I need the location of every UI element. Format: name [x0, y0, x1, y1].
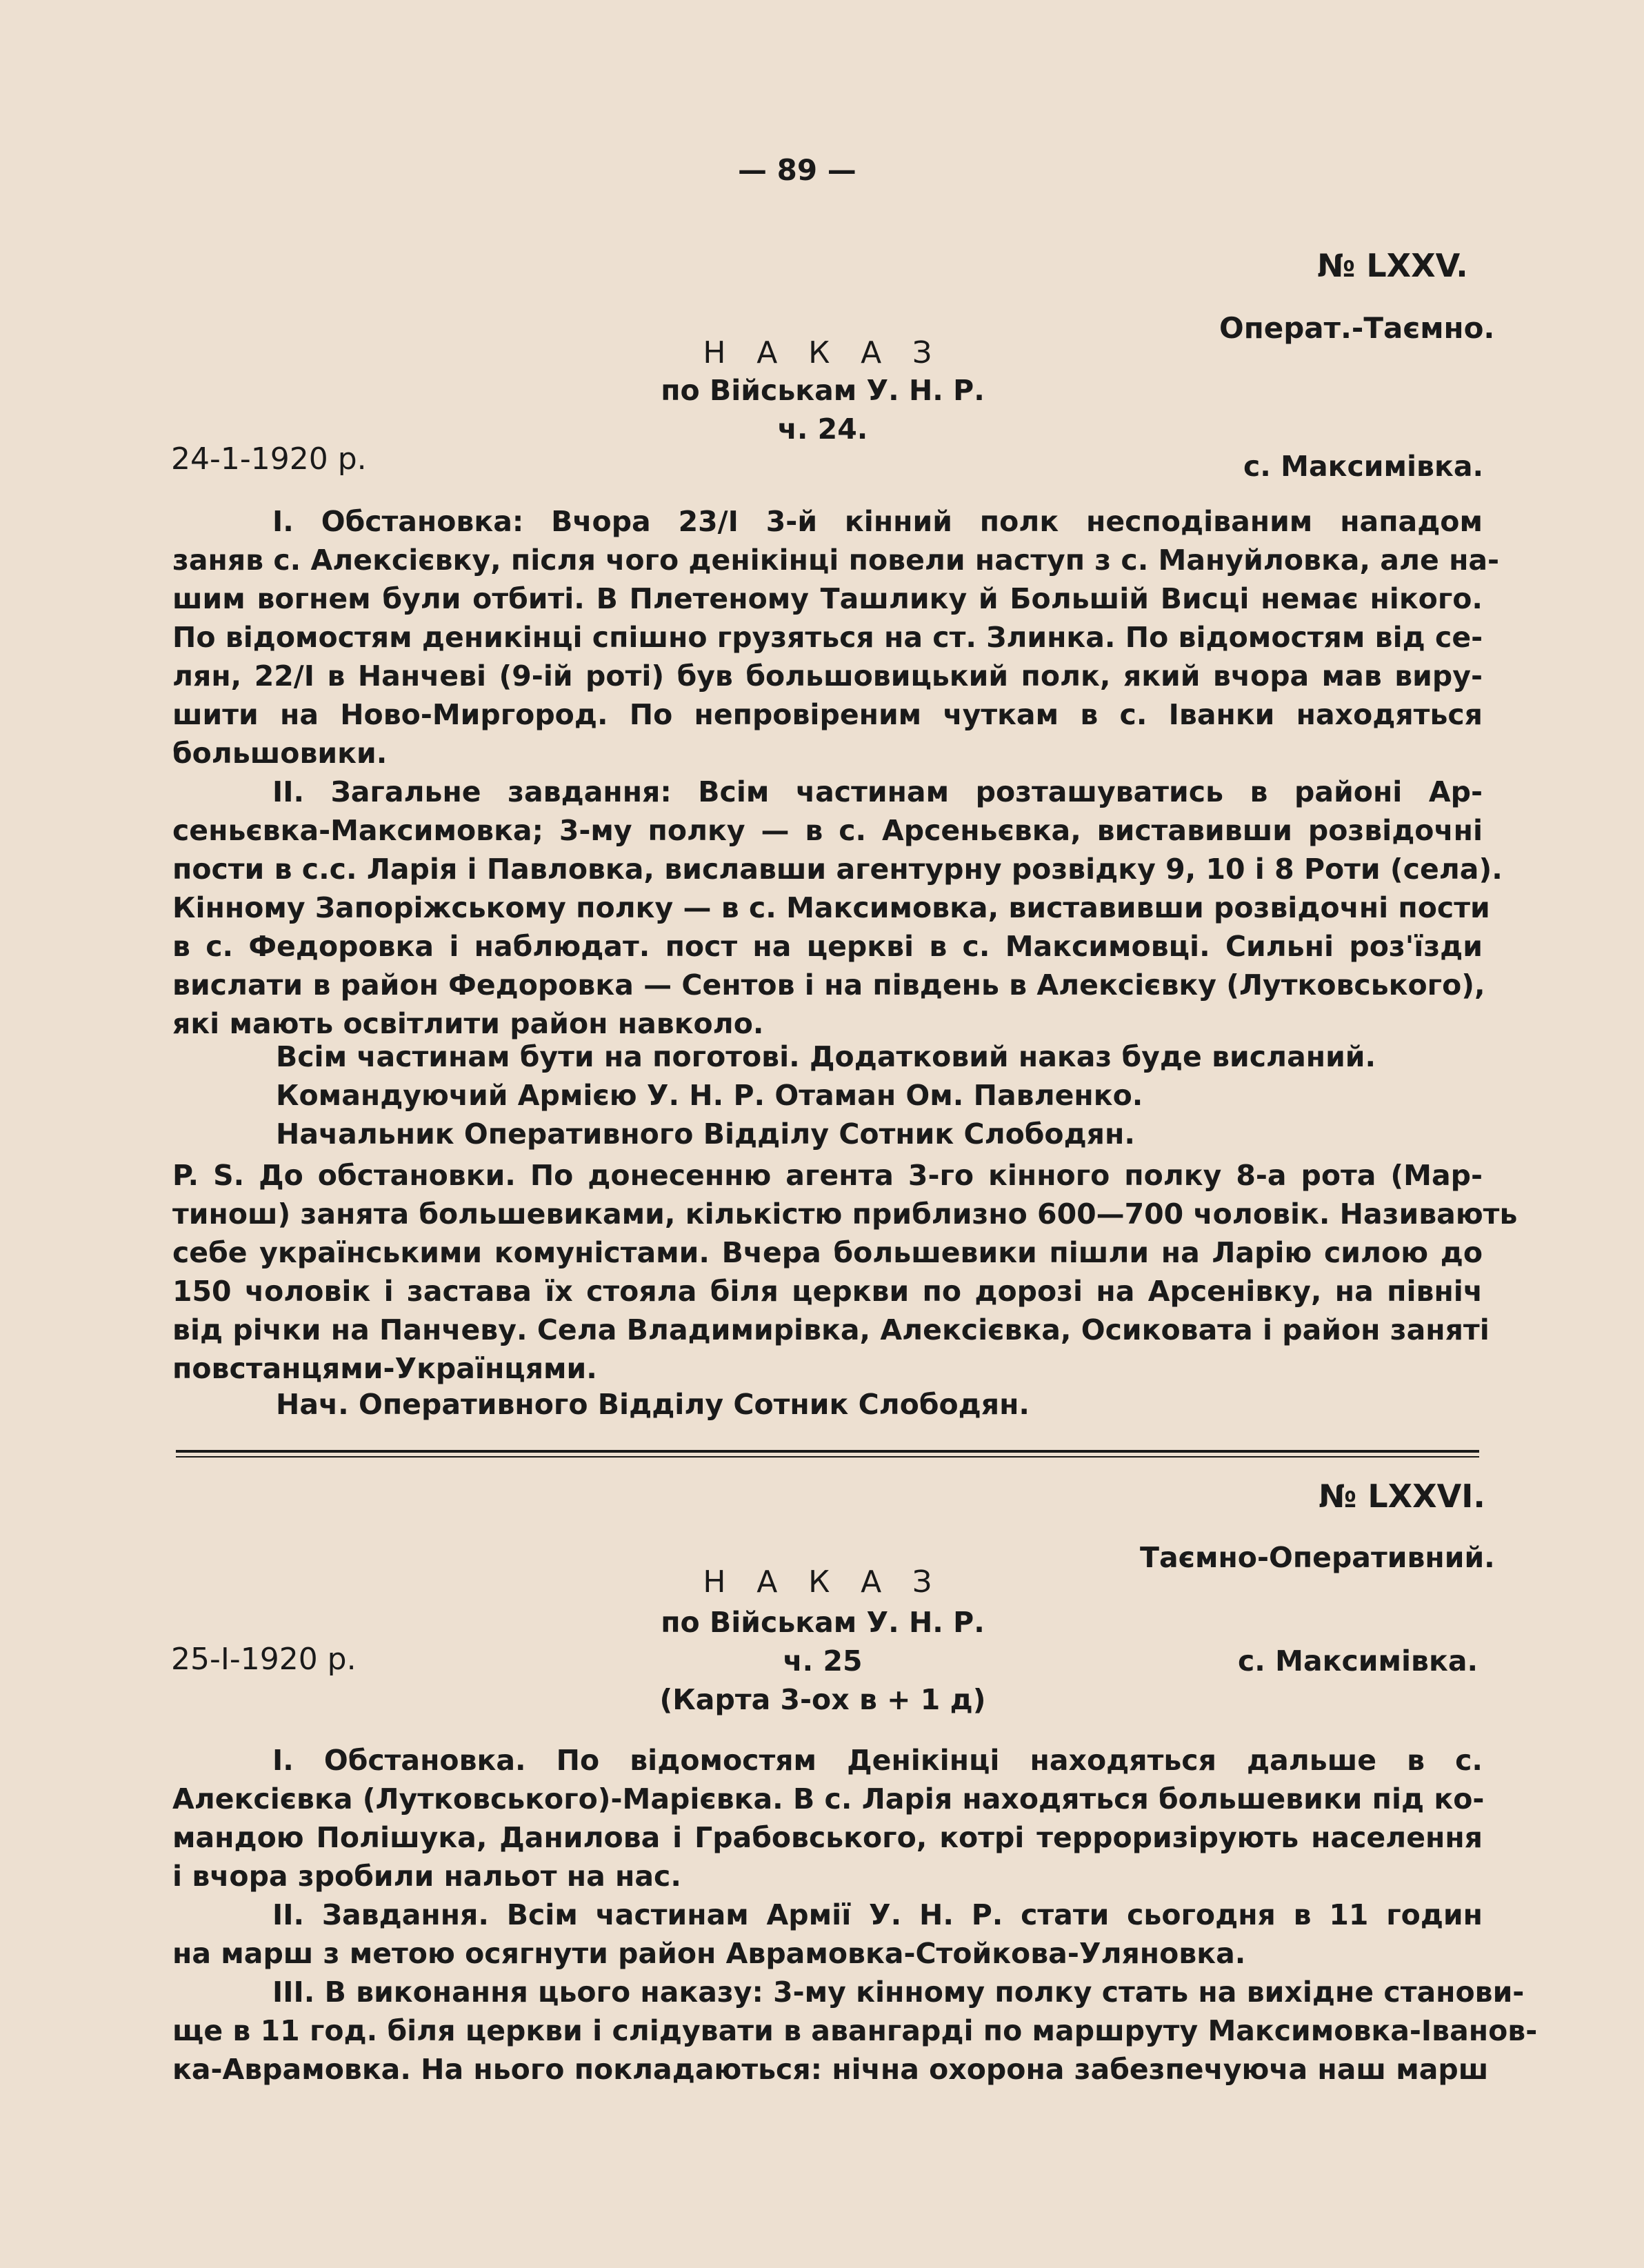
doc2-line: на марш з метою осягнути район Аврамовка-Стойкова-Уляновка. — [172, 1937, 1246, 1970]
doc1-line: По відомостям деникінці спішно грузяться на ст. Злинка. По відомостям від се- — [172, 621, 1483, 654]
doc2-line: і вчора зробили нальот на нас. — [172, 1860, 681, 1893]
doc2-number: № LXXVI. — [1319, 1478, 1485, 1515]
doc2-classification: Таємно-Оперативний. — [1140, 1541, 1495, 1574]
doc2-line: I. Обстановка. По відомостям Денікінці находяться дальше в с. — [272, 1744, 1483, 1777]
doc2-subtitle: по Військам У. Н. Р. — [661, 1606, 985, 1639]
section-divider-thin — [176, 1456, 1479, 1458]
doc1-ps-signature: Нач. Оперативного Відділу Сотник Слободян. — [276, 1388, 1030, 1421]
doc2-line: ще в 11 год. біля церкви і слідувати в авангарді по маршруту Максимовка-Іванов- — [172, 2014, 1538, 2047]
doc1-line: в с. Федоровка і наблюдат. пост на церкві в с. Максимовці. Сильні роз'їзди — [172, 930, 1483, 963]
doc2-line: III. В виконання цього наказу: 3-му кінному полку стать на вихідне станови- — [272, 1976, 1525, 2009]
doc1-classification: Операт.-Таємно. — [1219, 311, 1495, 345]
doc1-line: пости в с.с. Ларія і Павловка, виславши агентурну розвідку 9, 10 і 8 Роти (села). — [172, 853, 1503, 886]
doc1-line: шим вогнем були отбиті. В Плетеному Ташлику й Большій Висці немає нікого. — [172, 582, 1483, 615]
doc1-chief-signature: Начальник Оперативного Відділу Сотник Слободян. — [276, 1117, 1135, 1151]
doc1-commander-signature: Командуючий Армією У. Н. Р. Отаман Ом. Павленко. — [276, 1079, 1143, 1112]
ps-line: 150 чоловік і застава їх стояла біля церкви по дорозі на Арсенівку, на північ — [172, 1275, 1483, 1308]
doc1-line: Кінному Запоріжському полку — в с. Максимовка, виставивши розвідочні пости — [172, 891, 1490, 924]
doc1-order-note: Всім частинам бути на поготові. Додатковий наказ буде висланий. — [276, 1040, 1376, 1073]
doc2-title: Н А К А З — [703, 1564, 943, 1600]
doc2-body — [172, 1741, 1538, 2089]
ps-line: повстанцями-Українцями. — [172, 1352, 597, 1385]
doc1-date: 24-1-1920 р. — [171, 441, 367, 477]
doc1-postscript — [172, 1156, 1518, 1388]
ps-line: себе українськими комуністами. Вчера большевики пішли на Ларію силою до — [172, 1236, 1483, 1269]
doc1-line: які мають освітлити район навколо. — [172, 1007, 764, 1040]
doc2-part: ч. 25 — [783, 1644, 863, 1678]
doc2-place: с. Максимівка. — [1238, 1644, 1478, 1678]
page-number: — 89 — — [738, 153, 856, 187]
doc2-line: Алексієвка (Лутковського)-Марієвка. В с. Ларія находяться большевики під ко- — [172, 1782, 1485, 1816]
doc1-line: лян, 22/І в Нанчеві (9-ій роті) був большовицький полк, який вчора мав виру- — [172, 659, 1483, 693]
doc1-number: № LXXV. — [1317, 247, 1468, 284]
doc2-date: 25-І-1920 р. — [171, 1642, 357, 1677]
doc2-line: мандою Полішука, Данилова і Грабовського, котрі терроризірують населення — [172, 1821, 1483, 1854]
doc1-place: с. Максимівка. — [1243, 450, 1484, 483]
doc1-line: заняв с. Алексієвку, після чого денікінці повели наступ з с. Мануйловка, але на- — [172, 544, 1500, 577]
doc1-title: Н А К А З — [703, 335, 943, 370]
doc1-line: шити на Ново-Миргород. По непровіреним чуткам в с. Іванки находяться — [172, 698, 1483, 731]
doc1-line: I. Обстановка: Вчора 23/І 3-й кінний полк несподіваним нападом — [272, 505, 1483, 538]
doc2-map: (Карта 3-ох в + 1 д) — [659, 1683, 986, 1716]
doc1-line: II. Загальне завдання: Всім частинам розташуватись в районі Ар- — [272, 775, 1483, 808]
ps-line: від річки на Панчеву. Села Владимирівка, Алексієвка, Осиковата і район заняті — [172, 1313, 1490, 1346]
doc1-body — [172, 502, 1503, 1043]
doc1-line: сеньєвка-Максимовка; 3-му полку — в с. Арсеньєвка, виставивши розвідочні — [172, 814, 1483, 847]
doc1-subtitle: по Військам У. Н. Р. — [661, 374, 985, 407]
section-divider — [176, 1450, 1479, 1453]
ps-line: тинош) занята большевиками, кількістю приблизно 600—700 чоловік. Називають — [172, 1197, 1518, 1231]
doc2-line: II. Завдання. Всім частинам Армії У. Н. Р. стати сьогодня в 11 годин — [272, 1898, 1483, 1931]
doc1-part: ч. 24. — [777, 412, 868, 446]
doc2-line: ка-Аврамовка. На нього покладаються: нічна охорона забезпечуюча наш марш — [172, 2053, 1489, 2086]
ps-line: P. S. До обстановки. По донесенню агента 3-го кінного полку 8-а рота (Мар- — [172, 1159, 1483, 1192]
doc1-line: большовики. — [172, 737, 388, 770]
doc1-line: вислати в район Федоровка — Сентов і на південь в Алексієвку (Лутковського), — [172, 968, 1485, 1002]
